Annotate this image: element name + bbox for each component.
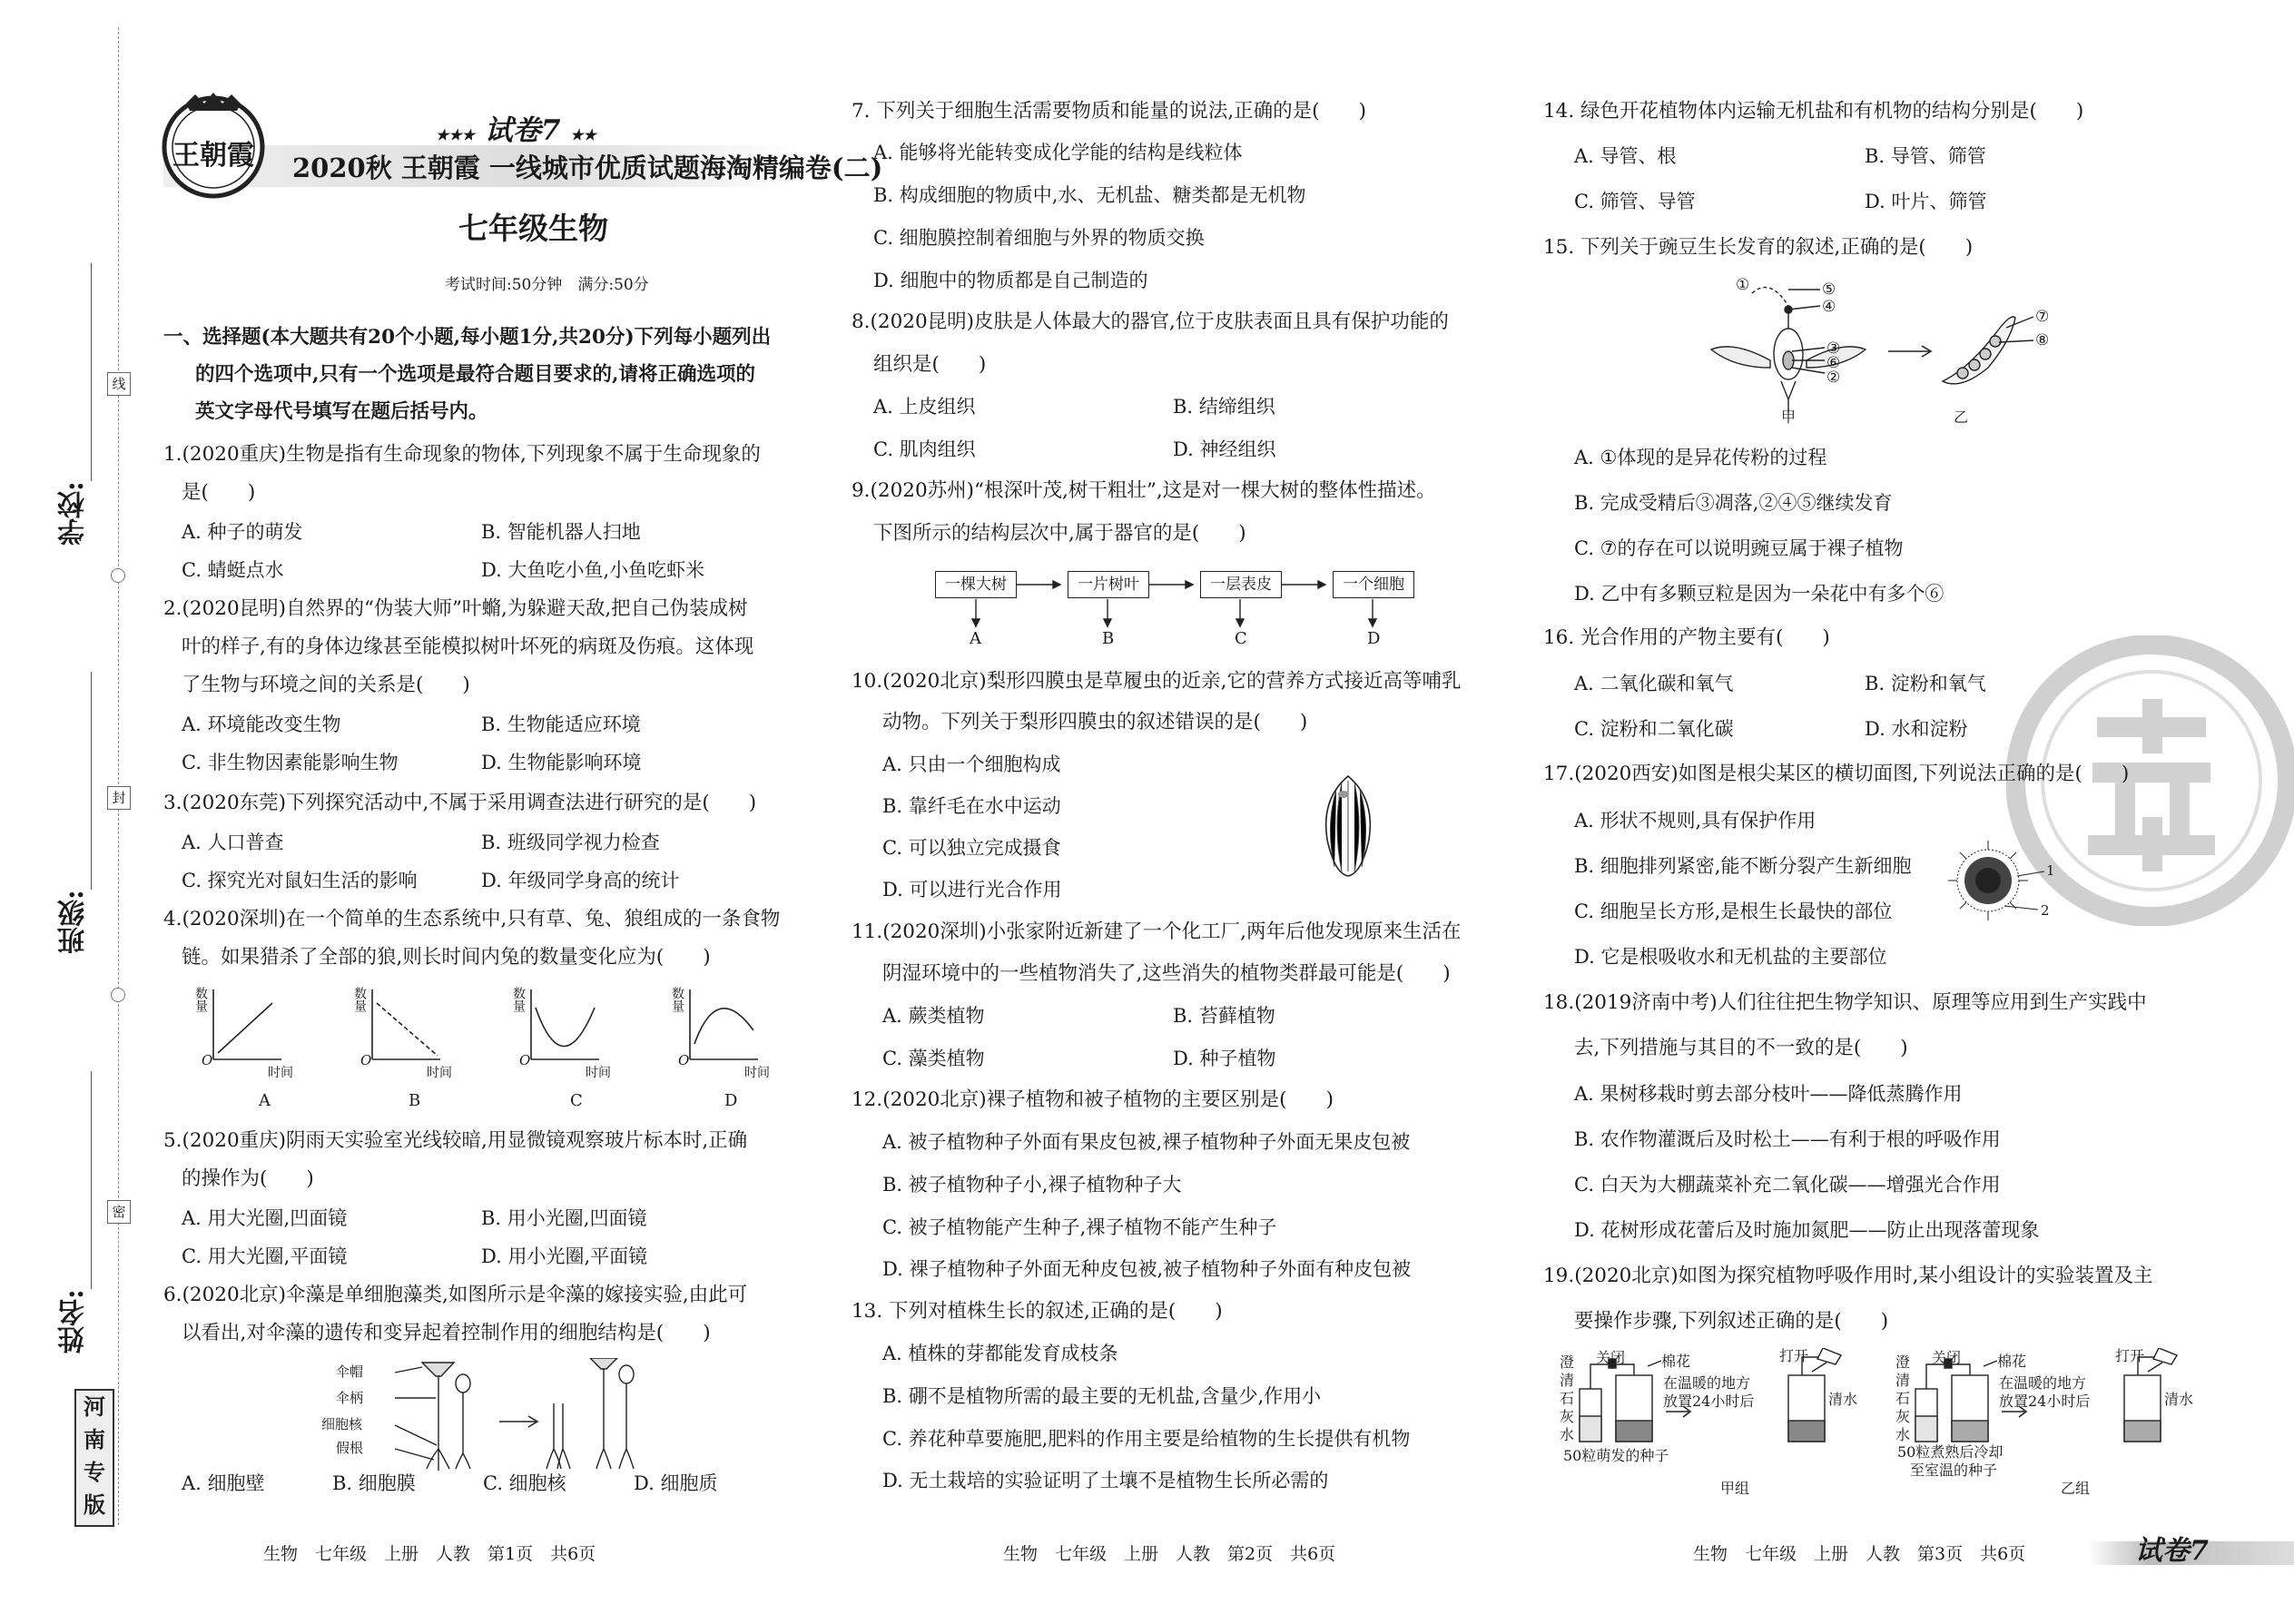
q3-option-a: A. 人口普查 (182, 832, 284, 853)
q15-num-2: ② (1826, 369, 1841, 387)
q13-option-a: A. 植株的芽都能发育成枝条 (882, 1343, 1118, 1364)
lime-char: 水 (1560, 1426, 1575, 1443)
q15-option-a: A. ①体现的是异花传粉的过程 (1574, 447, 1827, 468)
q17-option-c: C. 细胞呈长方形,是根生长最快的部位 (1574, 901, 1893, 922)
q15-num-5: ⑤ (1822, 281, 1836, 299)
edition-char: 专 (84, 1459, 105, 1485)
q17-stem: 17.(2020西安)如图是根尖某区的横切面图,下列说法正确的是( ) (1543, 763, 2130, 785)
q19-cotton-b: 棉花 (1997, 1353, 2027, 1370)
school-label: 学校: (58, 481, 90, 546)
page-footer-2: 生物 七年级 上册 人教 第2页 共6页 (1003, 1544, 1336, 1564)
q6-part-cap: 伞帽 (336, 1363, 364, 1380)
q3-option-d: D. 年级同学身高的统计 (481, 870, 680, 891)
q4-ylabel-a: 数量 (193, 987, 208, 1012)
q6-stem: 以看出,对伞藻的遗传和变异起着控制作用的细胞结构是( ) (182, 1322, 711, 1344)
q10-option-a: A. 只由一个细胞构成 (882, 753, 1061, 775)
q4-ylabel-c: 数量 (511, 987, 526, 1012)
q10-stem: 动物。下列关于梨形四膜虫的叙述错误的是( ) (882, 711, 1308, 733)
q2-stem: 叶的样子,有的身体边缘甚至能模拟树叶坏死的病斑及伤痕。这体现 (182, 635, 754, 658)
class-label: 班级: (58, 890, 90, 955)
q4-label-b: B (409, 1091, 421, 1110)
q19-group-a: 甲组 (1720, 1480, 1750, 1497)
q19-seeds-a: 50粒萌发的种子 (1563, 1447, 1669, 1464)
q4-xlabel-a: 时间 (268, 1066, 293, 1080)
q16-option-d: D. 水和淀粉 (1865, 718, 1968, 740)
lime-char: 澄 (1560, 1353, 1575, 1371)
q2-option-d: D. 生物能影响环境 (481, 752, 642, 773)
q17-num-1: 1 (2046, 862, 2055, 879)
q9-label-b: B (1102, 629, 1115, 648)
q12-stem: 12.(2020北京)裸子植物和被子植物的主要区别是( ) (852, 1088, 1334, 1111)
q19-warm1-a: 在温暖的地方 (1663, 1374, 1751, 1392)
q5-option-b: B. 用小光圈,凹面镜 (481, 1207, 647, 1229)
lime-char: 灰 (1895, 1408, 1911, 1425)
section-title: 的四个选项中,只有一个选项是最符合题目要求的,请将正确选项的 (195, 363, 755, 386)
page-footer-1: 生物 七年级 上册 人教 第1页 共6页 (263, 1544, 596, 1564)
q5-option-a: A. 用大光圈,凹面镜 (182, 1207, 348, 1229)
q19-warm1-b: 在温暖的地方 (1999, 1374, 2087, 1392)
q1-option-c: C. 蜻蜓点水 (182, 559, 284, 581)
q2-option-c: C. 非生物因素能影响生物 (182, 752, 399, 773)
q9-label-c: C (1235, 629, 1247, 648)
section-title: 一、选择题(本大题共有20个小题,每小题1分,共20分)下列每小题列出 (163, 326, 772, 349)
q19-open-a: 打开 (1779, 1347, 1809, 1364)
q16-option-c: C. 淀粉和二氧化碳 (1574, 718, 1734, 740)
q19-warm2-b: 放置24小时后 (1999, 1393, 2091, 1410)
q17-option-b: B. 细胞排列紧密,能不断分裂产生新细胞 (1574, 855, 1912, 877)
q15-option-c: C. ⑦的存在可以说明豌豆属于裸子植物 (1574, 537, 1904, 559)
q8-stem: 组织是( ) (873, 353, 987, 376)
exam-info: 考试时间:50分钟 满分:50分 (445, 276, 649, 294)
q15-option-b: B. 完成受精后③凋落,②④⑤继续发育 (1574, 492, 1893, 514)
q4-graphs (182, 985, 772, 1130)
q14-option-b: B. 导管、筛管 (1865, 145, 1986, 167)
q1-option-a: A. 种子的萌发 (182, 521, 303, 543)
q1-stem: 是( ) (182, 481, 256, 504)
q19-stem: 19.(2020北京)如图为探究植物呼吸作用时,某小组设计的实验装置及主 (1543, 1265, 2153, 1287)
root-tip-cross-section (1943, 835, 2070, 926)
lime-char: 澄 (1895, 1353, 1911, 1371)
q4-label-c: C (570, 1091, 583, 1110)
q11-option-b: B. 苔藓植物 (1173, 1005, 1275, 1027)
q8-option-a: A. 上皮组织 (873, 396, 976, 418)
q4-origin-b: O (360, 1052, 372, 1068)
q9-box-cell: 一个细胞 (1333, 571, 1414, 598)
q3-stem: 3.(2020东莞)下列探究活动中,不属于采用调查法进行研究的是( ) (163, 792, 757, 814)
q15-num-8: ⑧ (2035, 331, 2050, 349)
q19-stem: 要操作步骤,下列叙述正确的是( ) (1574, 1310, 1889, 1333)
q4-label-d: D (724, 1091, 738, 1110)
q18-option-c: C. 白天为大棚蔬菜补充二氧化碳——增强光合作用 (1574, 1174, 2001, 1196)
lime-char: 石 (1560, 1390, 1575, 1407)
q9-box-leaf: 一片树叶 (1068, 571, 1149, 598)
q1-option-b: B. 智能机器人扫地 (481, 521, 641, 543)
q9-box-epidermis: 一层表皮 (1200, 571, 1282, 598)
q9-label-a: A (970, 629, 981, 648)
q11-option-d: D. 种子植物 (1173, 1048, 1276, 1069)
q10-option-b: B. 靠纤毛在水中运动 (882, 795, 1061, 817)
binding-hole-2 (111, 988, 125, 1002)
q8-option-b: B. 结缔组织 (1173, 396, 1275, 418)
q19-cotton-a: 棉花 (1661, 1353, 1691, 1370)
q6-stem: 6.(2020北京)伞藻是单细胞藻类,如图所示是伞藻的嫁接实验,由此可 (163, 1284, 748, 1306)
q14-option-d: D. 叶片、筛管 (1865, 191, 1987, 212)
q15-num-6: ⑥ (1826, 354, 1841, 372)
q9-stem: 下图所示的结构层次中,属于器官的是( ) (873, 522, 1246, 545)
q7-stem: 7. 下列关于细胞生活需要物质和能量的说法,正确的是( ) (852, 100, 1366, 123)
q4-origin-d: O (678, 1052, 690, 1068)
q8-stem: 8.(2020昆明)皮肤是人体最大的器官,位于皮肤表面且具有保护功能的 (852, 310, 1449, 333)
lime-char: 灰 (1560, 1408, 1575, 1425)
binding-vertical-rule-name (91, 1071, 92, 1289)
q8-option-c: C. 肌肉组织 (873, 438, 976, 460)
q4-origin-c: O (519, 1052, 531, 1068)
subject-title: 七年级生物 (458, 211, 608, 246)
q15-pea-figure (1698, 277, 2061, 427)
q3-option-b: B. 班级同学视力检查 (481, 832, 660, 853)
q6-option-a: A. 细胞壁 (182, 1472, 265, 1494)
section-title: 英文字母代号填写在题后括号内。 (195, 400, 488, 423)
edition-badge (74, 1389, 114, 1527)
q9-box-tree: 一棵大树 (935, 571, 1017, 598)
q15-label-jia: 甲 (1781, 408, 1797, 426)
page-footer-3: 生物 七年级 上册 人教 第3页 共6页 (1693, 1544, 2026, 1564)
lime-char: 水 (1895, 1426, 1911, 1443)
q18-option-a: A. 果树移栽时剪去部分枝叶——降低蒸腾作用 (1574, 1083, 1963, 1105)
paper-no: 试卷7 (484, 114, 561, 147)
q18-option-d: D. 花树形成花蕾后及时施加氮肥——防止出现落蕾现象 (1574, 1219, 2040, 1241)
q6-option-d: D. 细胞质 (634, 1472, 718, 1494)
q19-close-b: 关闭 (1932, 1349, 1962, 1366)
q4-xlabel-b: 时间 (427, 1066, 452, 1080)
binding-hole-1 (111, 568, 125, 583)
q19-warm2-a: 放置24小时后 (1663, 1393, 1755, 1410)
stars-left: ★★★ (436, 126, 476, 143)
q4-stem: 链。如果猎杀了全部的狼,则长时间内兔的数量变化应为( ) (182, 946, 711, 969)
corner-paper-label: 试卷7 (2135, 1535, 2209, 1567)
stars-right: ★★ (570, 126, 596, 143)
name-label: 姓名: (58, 1289, 90, 1354)
q12-option-a: A. 被子植物种子外面有果皮包被,裸子植物种子外面无果皮包被 (882, 1131, 1411, 1153)
q7-option-c: C. 细胞膜控制着细胞与外界的物质交换 (873, 227, 1205, 249)
q6-option-b: B. 细胞膜 (332, 1472, 416, 1494)
edition-char: 南 (84, 1426, 105, 1452)
q1-option-d: D. 大鱼吃小鱼,小鱼吃虾米 (481, 559, 705, 581)
binding-vertical-rule-class (91, 672, 92, 890)
q8-option-d: D. 神经组织 (1173, 438, 1276, 460)
q14-option-c: C. 筛管、导管 (1574, 191, 1696, 212)
paper-number (436, 107, 596, 148)
q18-stem: 去,下列措施与其目的不一致的是( ) (1574, 1037, 1908, 1059)
q10-stem: 10.(2020北京)梨形四膜虫是草履虫的近亲,它的营养方式接近高等哺乳 (852, 670, 1462, 693)
q7-option-a: A. 能够将光能转变成化学能的结构是线粒体 (873, 142, 1243, 163)
q18-option-b: B. 农作物灌溉后及时松土——有利于根的呼吸作用 (1574, 1128, 2001, 1150)
q10-option-d: D. 可以进行光合作用 (882, 879, 1062, 901)
q5-option-d: D. 用小光圈,平面镜 (481, 1245, 648, 1267)
q16-stem: 16. 光合作用的产物主要有( ) (1543, 626, 1830, 649)
q13-option-b: B. 硼不是植物所需的最主要的无机盐,含量少,作用小 (882, 1385, 1322, 1407)
binding-mark-seal: 封 (107, 786, 131, 810)
q2-option-b: B. 生物能适应环境 (481, 714, 641, 735)
series-title: 2020秋 王朝霞 一线城市优质试题海淘精编卷(二) (292, 153, 883, 183)
q6-part-stalk: 伞柄 (336, 1390, 364, 1406)
q9-stem: 9.(2020苏州)“根深叶茂,树干粗壮”,这是对一棵大树的整体性描述。 (852, 479, 1436, 502)
q4-stem: 4.(2020深圳)在一个简单的生态系统中,只有草、兔、狼组成的一条食物 (163, 908, 781, 930)
q5-stem: 的操作为( ) (182, 1167, 314, 1190)
q6-part-rhizoid: 假根 (336, 1440, 364, 1456)
q4-ylabel-d: 数量 (670, 987, 684, 1012)
q12-option-c: C. 被子植物能产生种子,裸子植物不能产生种子 (882, 1216, 1277, 1238)
q6-algae-figure (321, 1358, 654, 1476)
q4-label-a: A (259, 1091, 271, 1110)
q15-stem: 15. 下列关于豌豆生长发育的叙述,正确的是( ) (1543, 236, 1974, 259)
binding-mark-secret: 密 (107, 1200, 131, 1224)
binding-vertical-rule-school (91, 263, 92, 481)
q5-stem: 5.(2020重庆)阴雨天实验室光线较暗,用显微镜观察玻片标本时,正确 (163, 1129, 748, 1152)
q13-stem: 13. 下列对植株生长的叙述,正确的是( ) (852, 1300, 1223, 1323)
q15-num-1: ① (1736, 276, 1750, 294)
q2-stem: 2.(2020昆明)自然界的“伪装大师”叶䗛,为躲避天敌,把自己伪装成树 (163, 597, 748, 620)
binding-mark-line: 线 (107, 372, 131, 396)
q19-seeds-b2: 至室温的种子 (1910, 1462, 1998, 1479)
q19-seeds-b1: 50粒煮熟后冷却 (1897, 1443, 2004, 1461)
q6-option-c: C. 细胞核 (483, 1472, 566, 1494)
q19-experiment-figure (1552, 1348, 2215, 1498)
q4-xlabel-c: 时间 (586, 1066, 611, 1080)
q4-ylabel-b: 数量 (352, 987, 367, 1012)
edition-char: 河 (84, 1393, 105, 1420)
q12-option-d: D. 裸子植物种子外面无种皮包被,被子植物种子外面有种皮包被 (882, 1258, 1412, 1280)
q15-option-d: D. 乙中有多颗豆粒是因为一朵花中有多个⑥ (1574, 583, 1944, 605)
q10-option-c: C. 可以独立完成摄食 (882, 837, 1061, 859)
q1-stem: 1.(2020重庆)生物是指有生命现象的物体,下列现象不属于生命现象的 (163, 443, 761, 466)
q4-origin-a: O (202, 1052, 213, 1068)
q7-option-b: B. 构成细胞的物质中,水、无机盐、糖类都是无机物 (873, 184, 1306, 206)
q5-option-c: C. 用大光圈,平面镜 (182, 1245, 348, 1267)
q19-water-a: 清水 (1828, 1391, 1858, 1408)
q12-option-b: B. 被子植物种子小,裸子植物种子大 (882, 1174, 1182, 1196)
q19-lime-water-a (1560, 1353, 1574, 1444)
q15-label-yi: 乙 (1954, 408, 1969, 426)
q17-option-a: A. 形状不规则,具有保护作用 (1574, 810, 1816, 832)
binding-line (118, 27, 119, 1525)
q11-stem: 11.(2020深圳)小张家附近新建了一个化工厂,两年后他发现原来生活在 (852, 920, 1462, 943)
q19-water-b: 清水 (2164, 1391, 2194, 1408)
edition-char: 版 (84, 1491, 105, 1518)
q16-option-b: B. 淀粉和氧气 (1865, 673, 1986, 694)
logo-text: 王朝霞 (172, 140, 254, 172)
q11-option-c: C. 藻类植物 (882, 1048, 985, 1069)
q9-label-d: D (1367, 629, 1381, 648)
brand-logo (159, 91, 268, 200)
q17-option-d: D. 它是根吸收水和无机盐的主要部位 (1574, 946, 1887, 968)
q19-group-b: 乙组 (2061, 1480, 2091, 1497)
lime-char: 清 (1560, 1372, 1575, 1389)
q9-hierarchy (935, 570, 1425, 652)
q13-option-d: D. 无土栽培的实验证明了土壤不是植物生长所必需的 (882, 1470, 1329, 1491)
q2-option-a: A. 环境能改变生物 (182, 714, 341, 735)
q15-num-7: ⑦ (2035, 308, 2050, 326)
q2-stem: 了生物与环境之间的关系是( ) (182, 674, 470, 696)
q18-stem: 18.(2019济南中考)人们往往把生物学知识、原理等应用到生产实践中 (1543, 991, 2147, 1014)
q19-open-b: 打开 (2115, 1347, 2145, 1364)
q17-num-2: 2 (2041, 902, 2050, 919)
lime-char: 石 (1895, 1390, 1911, 1407)
q4-xlabel-d: 时间 (744, 1066, 770, 1080)
q14-option-a: A. 导管、根 (1574, 145, 1677, 167)
q3-option-c: C. 探究光对鼠妇生活的影响 (182, 870, 418, 891)
q16-option-a: A. 二氧化碳和氧气 (1574, 673, 1734, 694)
q19-close-a: 关闭 (1596, 1349, 1626, 1366)
q15-num-3: ③ (1826, 340, 1841, 358)
tetrahymena-illustration (1316, 772, 1380, 884)
q11-stem: 阴湿环境中的一些植物消失了,这些消失的植物类群最可能是( ) (882, 962, 1451, 985)
q13-option-c: C. 养花种草要施肥,肥料的作用主要是给植物的生长提供有机物 (882, 1428, 1411, 1450)
q19-lime-water-b (1895, 1353, 1910, 1444)
q14-stem: 14. 绿色开花植物体内运输无机盐和有机物的结构分别是( ) (1543, 100, 2084, 123)
q6-part-nucleus: 细胞核 (321, 1416, 363, 1432)
q7-option-d: D. 细胞中的物质都是自己制造的 (873, 270, 1148, 291)
q15-num-4: ④ (1822, 298, 1836, 316)
lime-char: 清 (1895, 1372, 1911, 1389)
q11-option-a: A. 蕨类植物 (882, 1005, 985, 1027)
